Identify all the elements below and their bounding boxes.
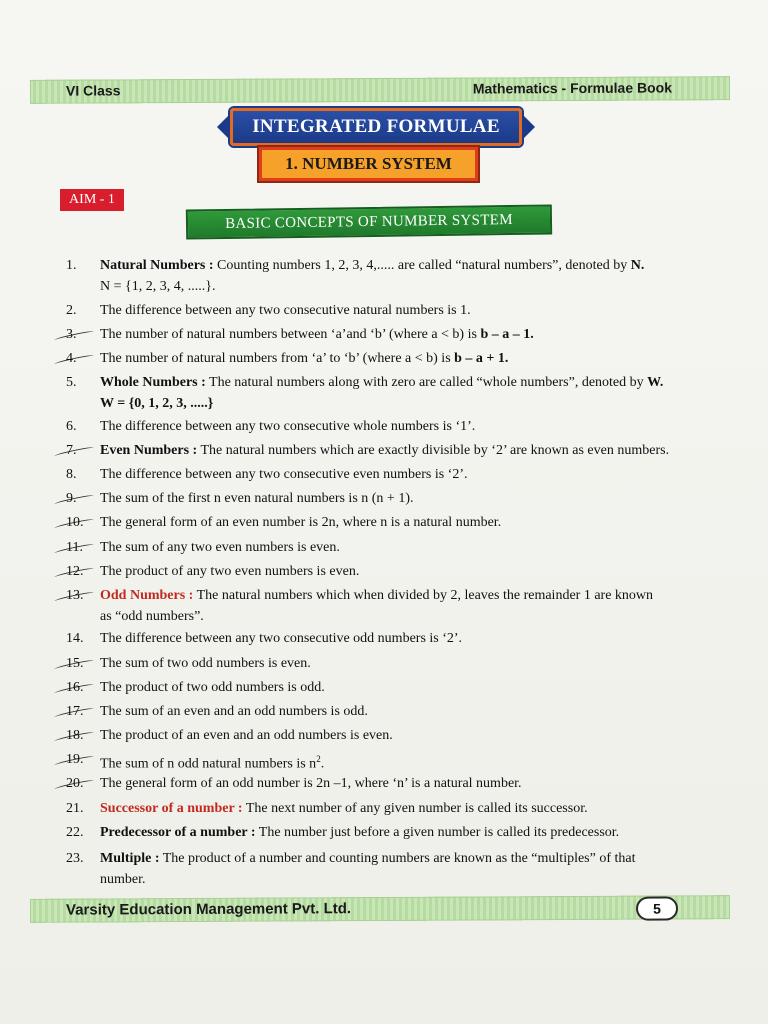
- item-text: The sum of any two even numbers is even.: [100, 540, 340, 555]
- section-title-banner: [186, 204, 552, 239]
- footer-band: [30, 895, 730, 923]
- chapter-banner: [259, 147, 478, 181]
- item-text: The general form of an even number is 2n, where n is a natural number.: [100, 515, 502, 530]
- main-banner-text: INTEGRATED FORMULAE: [252, 116, 500, 137]
- item-text: The general form of an odd number is 2n –1, where ‘n’ is a natural number.: [100, 776, 522, 791]
- item-term: Successor of a number :: [100, 801, 243, 816]
- item-number: 8.: [66, 467, 77, 482]
- chapter-banner-text: 1. NUMBER SYSTEM: [285, 154, 452, 173]
- item-number: 23.: [66, 851, 84, 866]
- item-number: 2.: [66, 303, 77, 318]
- item-end: N.: [630, 258, 645, 273]
- item-superscript: 2: [316, 754, 321, 764]
- item-text: The product of two odd numbers is odd.: [100, 680, 325, 695]
- item-number: 1.: [66, 258, 77, 273]
- item-text: The difference between any two consecutive whole numbers is ‘1’.: [100, 419, 476, 434]
- item-number: 10.: [66, 515, 84, 530]
- item-number: 15.: [66, 656, 84, 671]
- item-number: 6.: [66, 419, 77, 434]
- item-number: 4.: [66, 351, 77, 366]
- item-number: 19.: [66, 752, 84, 767]
- item-number: 7.: [66, 443, 77, 458]
- item-text: The sum of an even and an odd numbers is odd.: [100, 704, 368, 719]
- item-number: 3.: [66, 327, 77, 342]
- item-after: .: [320, 756, 325, 772]
- item-text: The product of an even and an odd numbers is even.: [100, 728, 393, 743]
- item-text: Counting numbers 1, 2, 3, 4,..... are called “natural numbers”, denoted by: [213, 258, 631, 273]
- item-number: 21.: [66, 801, 84, 816]
- page-number-badge: 5: [636, 896, 678, 920]
- item-term: Multiple :: [100, 851, 160, 866]
- item-text: The natural numbers along with zero are called “whole numbers”, denoted by: [205, 375, 648, 390]
- item-number: 18.: [66, 728, 84, 743]
- item-number: 13.: [66, 588, 84, 603]
- item-number: 20.: [66, 776, 84, 791]
- item-text: The difference between any two consecutive even numbers is ‘2’.: [100, 467, 468, 482]
- item-term: Natural Numbers :: [100, 258, 214, 273]
- header-book-title: Mathematics - Formulae Book: [472, 79, 673, 97]
- item-text: The number of natural numbers between ‘a’and ‘b’ (where a < b) is: [100, 327, 481, 342]
- section-title-text: BASIC CONCEPTS OF NUMBER SYSTEM: [225, 211, 513, 233]
- item-text: The product of any two even numbers is even.: [100, 564, 360, 579]
- item-text: The product of a number and counting numbers are known as the “multiples” of that: [159, 851, 636, 866]
- item-end: W.: [647, 375, 664, 390]
- item-number: 5.: [66, 375, 77, 390]
- item-number: 9.: [66, 491, 77, 506]
- footer-publisher: Varsity Education Management Pvt. Ltd.: [65, 900, 352, 919]
- item-term: Odd Numbers :: [100, 588, 194, 603]
- item-text: The sum of n odd natural numbers is n: [100, 756, 317, 772]
- aim-badge: AIM - 1: [60, 189, 124, 211]
- item-end: b – a + 1.: [454, 351, 509, 366]
- header-class: VI Class: [65, 82, 121, 99]
- item-text: The number just before a given number is called its predecessor.: [255, 825, 620, 840]
- main-banner: [230, 108, 522, 146]
- item-text: The sum of two odd numbers is even.: [100, 656, 311, 671]
- item-line2: W = {0, 1, 2, 3, .....}: [100, 396, 214, 411]
- item-number: 12.: [66, 564, 84, 579]
- item-number: 16.: [66, 680, 84, 695]
- item-number: 22.: [66, 825, 84, 840]
- item-end: b – a – 1.: [480, 327, 534, 342]
- header-band: [30, 76, 730, 104]
- item-text: The next number of any given number is called its successor.: [242, 801, 588, 816]
- item-text: The natural numbers which when divided by 2, leaves the remainder 1 are known: [193, 588, 654, 603]
- item-text: The difference between any two consecutive natural numbers is 1.: [100, 303, 471, 318]
- item-number: 11.: [66, 540, 83, 555]
- item-number: 17.: [66, 704, 84, 719]
- item-line2: number.: [100, 872, 146, 887]
- item-text: The sum of the first n even natural numbers is n (n + 1).: [100, 491, 414, 506]
- item-text: The natural numbers which are exactly divisible by ‘2’ are known as even numbers.: [197, 443, 670, 458]
- item-term: Whole Numbers :: [100, 375, 206, 390]
- item-text: The number of natural numbers from ‘a’ to ‘b’ (where a < b) is: [100, 351, 455, 366]
- item-term: Predecessor of a number :: [100, 825, 256, 840]
- item-line2: as “odd numbers”.: [100, 609, 204, 624]
- item-term: Even Numbers :: [100, 443, 198, 458]
- item-number: 14.: [66, 631, 84, 646]
- item-line2: N = {1, 2, 3, 4, .....}.: [100, 279, 216, 294]
- item-text: The difference between any two consecutive odd numbers is ‘2’.: [100, 631, 463, 646]
